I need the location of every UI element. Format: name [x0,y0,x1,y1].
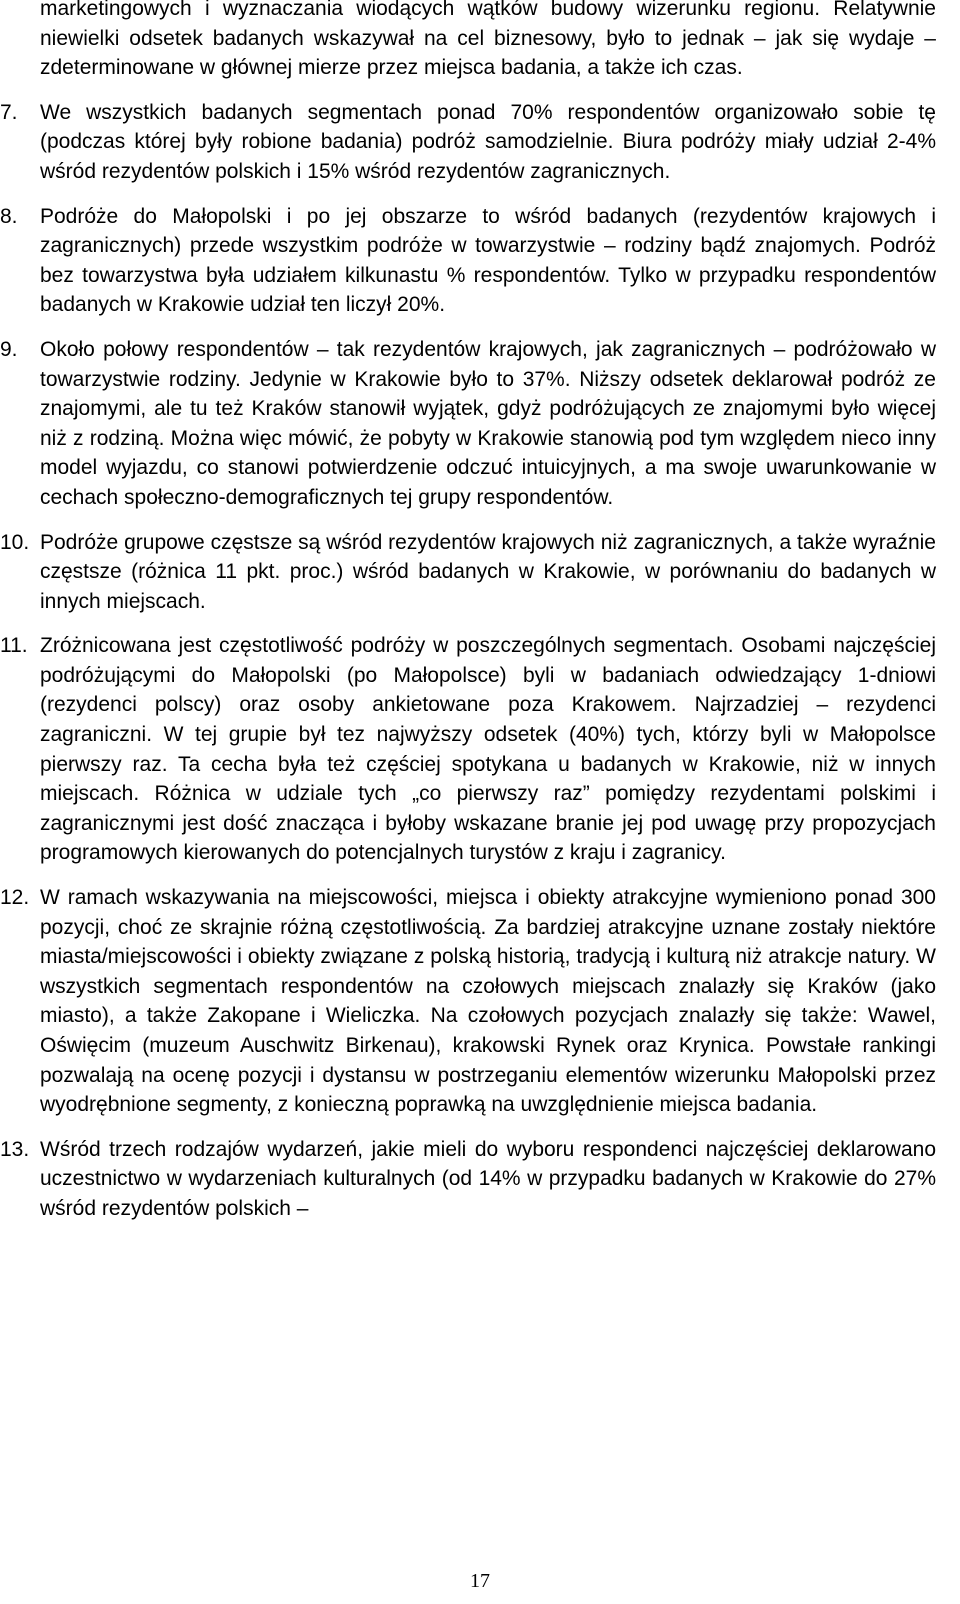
page-number: 17 [470,1570,490,1592]
item-text: Wśród trzech rodzajów wydarzeń, jakie mieli do wyboru respondenci najczęściej deklarowano uczestnictwo w wydarzeniach kulturalnych (od 14% w przypadku badanych w Krakowie do 27% wśród rezydentów polskich – [40,1137,936,1220]
list-item-9: 9. Około połowy respondentów – tak rezydentów krajowych, jak zagranicznych – podróżowało w towarzystwie rodziny. Jedynie w Krakowie było to 37%. Niższy odsetek deklarował podróż ze znajomymi, ale tu też Kraków stanowił wyjątek, gdyż podróżujących ze znajomymi było więcej niż z rodziną. Można więc mówić, że pobyty w Krakowie stanowią pod tym względem nieco inny model wyjazdu, co stanowi potwierdzenie odczuć intuicyjnych, a ma swoje uwarunkowanie w cechach społeczno-demograficznych tej grupy respondentów. [40,335,936,513]
item-text: Podróże do Małopolski i po jej obszarze to wśród badanych (rezydentów krajowych i zagranicznych) przede wszystkim podróże w towarzystwie – rodziny bądź znajomych. Podróż bez towarzystwa była udziałem kilkunastu % respondentów. Tylko w przypadku respondentów badanych w Krakowie udział ten liczył 20%. [40,204,936,317]
intro-paragraph: marketingowych i wyznaczania wiodących wątków budowy wizerunku regionu. Relatywnie niewielki odsetek badanych wskazywał na cel biznesowy, było to jednak – jak się wydaje – zdeterminowane w głównej mierze przez miejsca badania, a także ich czas. [40,0,936,80]
item-text: Około połowy respondentów – tak rezydentów krajowych, jak zagranicznych – podróżowało w towarzystwie rodziny. Jedynie w Krakowie było to 37%. Niższy odsetek deklarował podróż ze znajomymi, ale tu też Kraków stanowił wyjątek, gdyż podróżujących ze znajomymi było więcej niż z rodziną. Można więc mówić, że pobyty w Krakowie stanowią pod tym względem nieco inny model wyjazdu, co stanowi potwierdzenie odczuć intuicyjnych, a ma swoje uwarunkowanie w cechach społeczno-demograficznych tej grupy respondentów. [40,337,936,509]
list-item-12: 12. W ramach wskazywania na miejscowości, miejsca i obiekty atrakcyjne wymieniono ponad 300 pozycji, choć ze skrajnie różną częstotliwością. Za bardziej atrakcyjne uznane zostały niektóre miasta/miejscowości i obiekty związane z polską historią, tradycją i kulturą niż atrakcje natury. W wszystkich segmentach respondentów na czołowych miejscach znalazły się Kraków (jako miasto), a także Zakopane i Wieliczka. Na czołowych pozycjach znalazły się także: Wawel, Oświęcim (muzeum Auschwitz Birkenau), krakowski Rynek oraz Krynica. Powstałe rankingi pozwalają na ocenę pozycji i dystansu w postrzeganiu elementów wizerunku Małopolski przez wyodrębnione segmenty, z konieczną poprawką na uwzględnienie miejsca badania. [40,883,936,1120]
list-item-13: 13. Wśród trzech rodzajów wydarzeń, jakie mieli do wyboru respondenci najczęściej deklarowano uczestnictwo w wydarzeniach kulturalnych (od 14% w przypadku badanych w Krakowie do 27% wśród rezydentów polskich – [40,1135,936,1224]
item-text: Podróże grupowe częstsze są wśród rezydentów krajowych niż zagranicznych, a także wyraźnie częstsze (różnica 11 pkt. proc.) wśród badanych w Krakowie, w porównaniu do badanych w innych miejscach. [40,530,936,613]
list-item-8: 8. Podróże do Małopolski i po jej obszarze to wśród badanych (rezydentów krajowych i zagranicznych) przede wszystkim podróże w towarzystwie – rodziny bądź znajomych. Podróż bez towarzystwa była udziałem kilkunastu % respondentów. Tylko w przypadku respondentów badanych w Krakowie udział ten liczył 20%. [40,202,936,320]
list-item-11: 11. Zróżnicowana jest częstotliwość podróży w poszczególnych segmentach. Osobami najczęściej podróżującymi do Małopolski (po Małopolsce) byli w badaniach odwiedzający 1-dniowi (rezydenci polscy) oraz osoby ankietowane poza Krakowem. Najrzadziej – rezydenci zagraniczni. W tej grupie był tez najwyższy odsetek (40%) tych, którzy byli w Małopolsce pierwszy raz. Ta cecha była też częściej spotykana u badanych w Krakowie, niż w innych miejscach. Różnica w udziale tych „co pierwszy raz” pomiędzy rezydentami polskimi i zagranicznymi jest dość znacząca i byłoby wskazane branie jej pod uwagę przy propozycjach programowych kierowanych do potencjalnych turystów z kraju i zagranicy. [40,631,936,868]
item-text: W ramach wskazywania na miejscowości, miejsca i obiekty atrakcyjne wymieniono ponad 300 pozycji, choć ze skrajnie różną częstotliwością. Za bardziej atrakcyjne uznane zostały niektóre miasta/miejscowości i obiekty związane z polską historią, tradycją i kulturą niż atrakcje natury. W wszystkich segmentach respondentów na czołowych miejscach znalazły się Kraków (jako miasto), a także Zakopane i Wieliczka. Na czołowych pozycjach znalazły się także: Wawel, Oświęcim (muzeum Auschwitz Birkenau), krakowski Rynek oraz Krynica. Powstałe rankingi pozwalają na ocenę pozycji i dystansu w postrzeganiu elementów wizerunku Małopolski przez wyodrębnione segmenty, z konieczną poprawką na uwzględnienie miejsca badania. [40,886,936,1117]
item-text: Zróżnicowana jest częstotliwość podróży w poszczególnych segmentach. Osobami najczęściej podróżującymi do Małopolski (po Małopolsce) byli w badaniach odwiedzający 1-dniowi (rezydenci polscy) oraz osoby ankietowane poza Krakowem. Najrzadziej – rezydenci zagraniczni. W tej grupie był tez najwyższy odsetek (40%) tych, którzy byli w Małopolsce pierwszy raz. Ta cecha była też częściej spotykana u badanych w Krakowie, niż w innych miejscach. Różnica w udziale tych „co pierwszy raz” pomiędzy rezydentami polskimi i zagranicznymi jest dość znacząca i byłoby wskazane branie jej pod uwagę przy propozycjach programowych kierowanych do potencjalnych turystów z kraju i zagranicy. [40,634,936,865]
list-item-10: 10. Podróże grupowe częstsze są wśród rezydentów krajowych niż zagranicznych, a także wyraźnie częstsze (różnica 11 pkt. proc.) wśród badanych w Krakowie, w porównaniu do badanych w innych miejscach. [40,528,936,617]
list-item-7: 7. We wszystkich badanych segmentach ponad 70% respondentów organizowało sobie tę (podczas której były robione badania) podróż samodzielnie. Biura podróży miały udział 2-4% wśród rezydentów polskich i 15% wśród rezydentów zagranicznych. [40,98,936,187]
item-text: We wszystkich badanych segmentach ponad 70% respondentów organizowało sobie tę (podczas której były robione badania) podróż samodzielnie. Biura podróży miały udział 2-4% wśród rezydentów polskich i 15% wśród rezydentów zagranicznych. [40,100,936,183]
